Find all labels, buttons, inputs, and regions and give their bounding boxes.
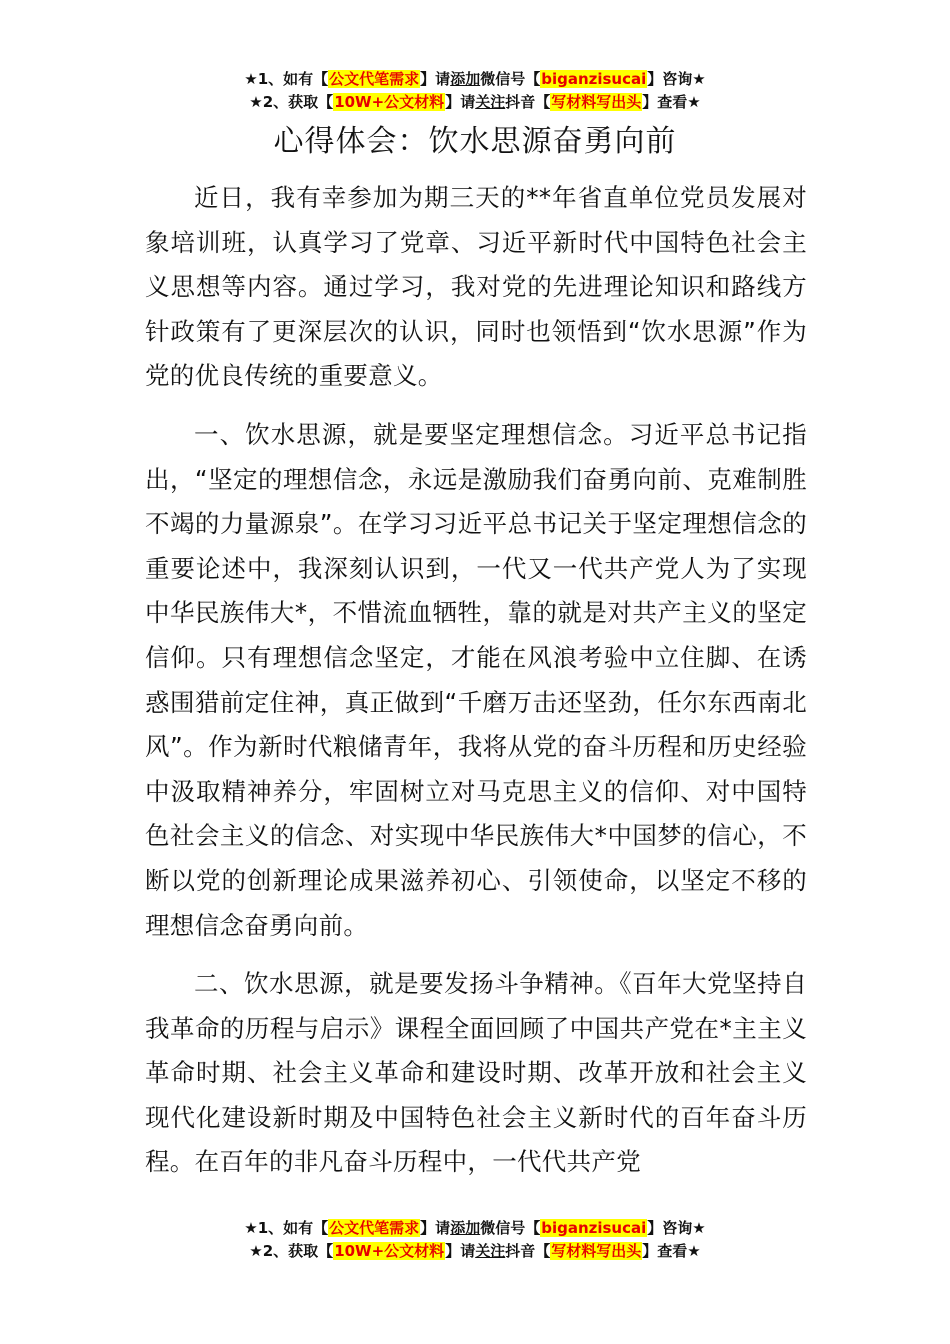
- document-title: 心得体会：饮水思源奋勇向前: [273, 124, 677, 159]
- promo-highlight: 公文代笔需求: [329, 70, 420, 88]
- promo-line-1: ★1、如有【公文代笔需求】请添加微信号【biganzisucai】咨询★: [244, 1219, 706, 1237]
- promo-line-2: ★2、获取【10W+公文材料】请关注抖音【写材料写出头】查看★: [249, 1242, 701, 1260]
- promo-line-2: ★2、获取【10W+公文材料】请关注抖音【写材料写出头】查看★: [249, 93, 701, 111]
- promo-highlight: biganzisucai: [541, 70, 647, 88]
- promo-highlight: 写材料写出头: [551, 93, 642, 111]
- promo-highlight: biganzisucai: [541, 1219, 647, 1237]
- paragraph-section-1: 一、饮水思源，就是要坚定理想信念。习近平总书记指出，“坚定的理想信念，永远是激励我们奋勇向前、克难制胜不竭的力量源泉”。在学习习近平总书记关于坚定理想信念的重要论述中，我深刻认识到，一代又一代共产党人为了实现中华民族伟大*，不惜流血牺牲，靠的就是对共产主义的坚定信仰。只有理想信念坚定，才能在风浪考验中立住脚、在诱惑围猎前定住神，真正做到“千磨万击还坚劲，任尔东西南北风”。作为新时代粮储青年，我将从党的奋斗历程和历史经验中汲取精神养分，牢固树立对马克思主义的信仰、对中国特色社会主义的信念、对实现中华民族伟大*中国梦的信心，不断以党的创新理论成果滋养初心、引领使命，以坚定不移的理想信念奋勇向前。: [145, 419, 807, 940]
- promo-highlight: 10W+公文材料: [334, 93, 445, 111]
- document-body: [145, 176, 807, 1185]
- paragraph-section-2: 二、饮水思源，就是要发扬斗争精神。《百年大党坚持自我革命的历程与启示》课程全面回顾了中国共产党在*主主义革命时期、社会主义革命和建设时期、改革开放和社会主义现代化建设新时期及中国特色社会主义新时代的百年奋斗历程。在百年的非凡奋斗历程中，一代代共产党: [145, 969, 807, 1177]
- promo-banner-top: [0, 68, 950, 114]
- paragraph-intro: 近日，我有幸参加为期三天的**年省直单位党员发展对象培训班，认真学习了党章、习近平新时代中国特色社会主义思想等内容。通过学习，我对党的先进理论知识和路线方针政策有了更深层次的认识，同时也领悟到“饮水思源”作为党的优良传统的重要意义。: [145, 183, 807, 391]
- promo-highlight: 10W+公文材料: [334, 1242, 445, 1260]
- promo-highlight: 公文代笔需求: [329, 1219, 420, 1237]
- promo-line-1: ★1、如有【公文代笔需求】请添加微信号【biganzisucai】咨询★: [244, 70, 706, 88]
- promo-banner-bottom: [0, 1217, 950, 1263]
- promo-highlight: 写材料写出头: [551, 1242, 642, 1260]
